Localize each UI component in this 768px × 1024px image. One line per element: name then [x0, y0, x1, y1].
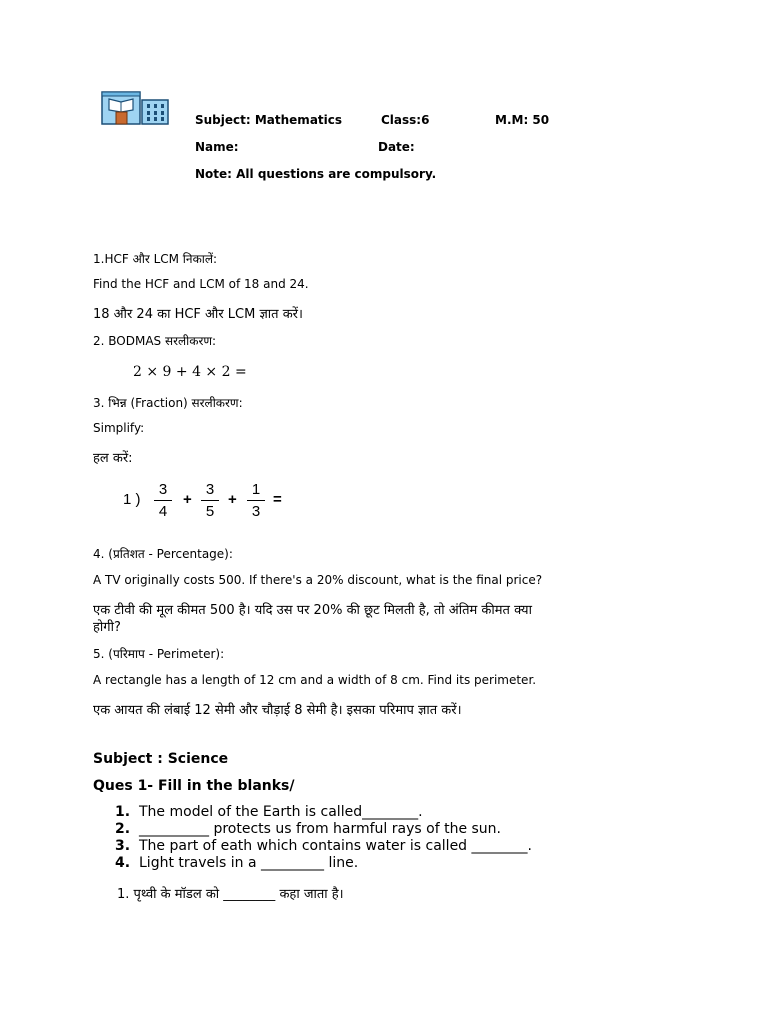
list-item [93, 821, 532, 838]
fraction-3-numerator: 1 [251, 481, 261, 498]
question-1-english: Find the HCF and LCM of 18 and 24. [93, 277, 309, 291]
list-item-number: 3. [115, 838, 131, 854]
science-hindi-question-1: 1. पृथ्वी के मॉडल को ________ कहा जाता है। [117, 887, 344, 902]
question-5-english: A rectangle has a length of 12 cm and a width of 8 cm. Find its perimeter. [93, 673, 537, 687]
list-item [93, 855, 532, 872]
list-item-number: 1. [115, 804, 131, 820]
instruction-note: Note: All questions are compulsory. [195, 167, 437, 181]
list-item-text: The model of the Earth is called________. [139, 804, 423, 820]
list-item-number: 2. [115, 821, 131, 837]
science-subject-heading: Subject : Science [93, 751, 229, 767]
list-item-text: __________ protects us from harmful rays of the sun. [139, 821, 501, 837]
max-marks-label: M.M: 50 [495, 113, 550, 127]
list-item [93, 804, 532, 821]
question-1-title: 1.HCF और LCM निकालें: [93, 252, 218, 266]
list-item [93, 838, 532, 855]
list-item-number: 4. [115, 855, 131, 871]
question-4-title: 4. (प्रतिशत - Percentage): [93, 547, 233, 561]
question-5-title: 5. (परिमाप - Perimeter): [93, 647, 225, 661]
plus-sign-2: + [228, 491, 237, 508]
list-item-text: Light travels in a _________ line. [139, 855, 359, 871]
fraction-2-numerator: 3 [205, 481, 215, 498]
plus-sign-1: + [183, 491, 192, 508]
question-4-hindi-line-1: एक टीवी की मूल कीमत 500 है। यदि उस पर 20% की छूट मिलती है, तो अंतिम कीमत क्या [93, 603, 532, 618]
question-4-hindi-line-2: होगी? [93, 620, 121, 635]
fraction-item-number: 1 ) [123, 491, 141, 508]
subject-label: Subject: Mathematics [195, 113, 343, 127]
fraction-1-bar [154, 500, 172, 501]
equals-sign: = [273, 491, 282, 508]
fill-in-blanks-list [93, 804, 532, 872]
question-4-english: A TV originally costs 500. If there's a 20% discount, what is the final price? [93, 573, 543, 587]
name-label: Name: [195, 140, 239, 154]
class-label: Class:6 [381, 113, 430, 127]
fraction-3-bar [247, 500, 265, 501]
question-1-hindi: 18 और 24 का HCF और LCM ज्ञात करें। [93, 307, 303, 322]
question-3-english: Simplify: [93, 421, 145, 435]
bodmas-expression: 2 × 9 + 4 × 2 = [133, 364, 247, 380]
question-2-title: 2. BODMAS सरलीकरण: [93, 334, 217, 348]
fraction-2-bar [201, 500, 219, 501]
science-question-1-heading: Ques 1- Fill in the blanks/ [93, 778, 295, 794]
fraction-3-denominator: 3 [251, 503, 261, 520]
list-item-text: The part of eath which contains water is called ________. [139, 838, 532, 854]
question-3-title: 3. भिन्न (Fraction) सरलीकरण: [93, 396, 243, 410]
fraction-1-denominator: 4 [158, 503, 168, 520]
school-building-icon [100, 88, 170, 126]
fraction-2-denominator: 5 [205, 503, 215, 520]
question-3-hindi: हल करें: [93, 451, 133, 466]
question-5-hindi: एक आयत की लंबाई 12 सेमी और चौड़ाई 8 सेमी है। इसका परिमाप ज्ञात करें। [93, 703, 462, 718]
date-label: Date: [378, 140, 415, 154]
fraction-1-numerator: 3 [158, 481, 168, 498]
